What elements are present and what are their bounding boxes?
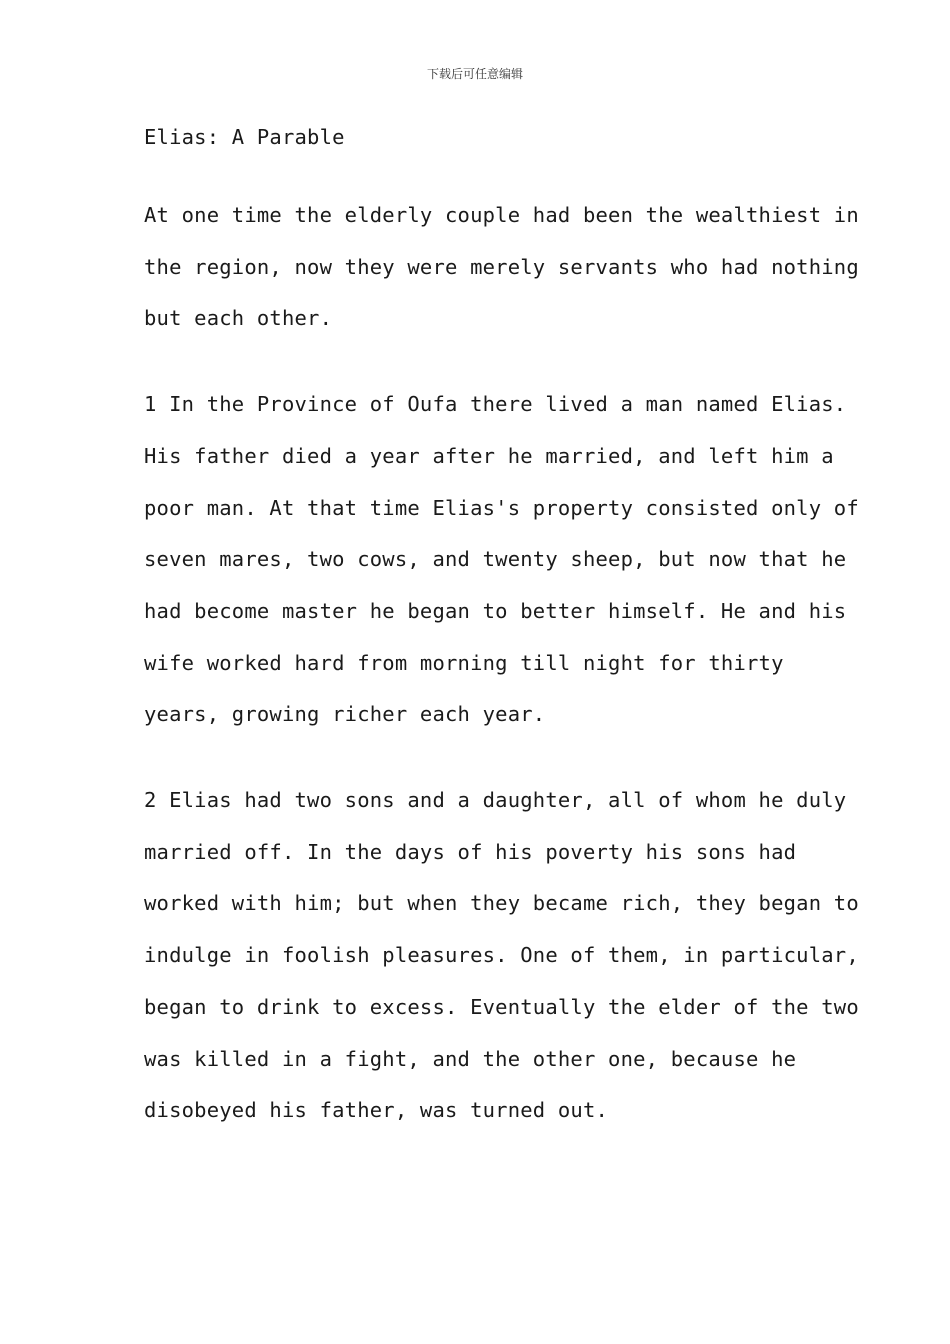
text-line: At one time the elderly couple had been the wealthiest in <box>144 203 859 227</box>
paragraph-intro <box>144 190 859 345</box>
text-line: poor man. At that time Elias's property consisted only of <box>144 495 859 520</box>
paragraph-2 <box>144 775 859 1137</box>
text-line: indulge in foolish pleasures. One of them, in particular, <box>144 943 859 968</box>
text-line: had become master he began to better himself. He and his <box>144 598 847 623</box>
text-line: was killed in a fight, and the other one, because he <box>144 1046 797 1071</box>
text-line: but each other. <box>144 306 333 331</box>
text-line: the region, now they were merely servants who had nothing <box>144 254 859 279</box>
text-line: seven mares, two cows, and twenty sheep, but now that he <box>144 547 847 572</box>
text-line: married off. In the days of his poverty his sons had <box>144 839 797 864</box>
text-line: wife worked hard from morning till night for thirty <box>144 650 784 675</box>
text-line: 1 In the Province of Oufa there lived a man named Elias. <box>144 392 847 417</box>
text-line: began to drink to excess. Eventually the elder of the two <box>144 994 859 1019</box>
document-body <box>144 118 859 1137</box>
text-line: His father died a year after he married, and left him a <box>144 443 834 468</box>
text-line: disobeyed his father, was turned out. <box>144 1098 609 1123</box>
text-line: years, growing richer each year. <box>144 702 546 727</box>
document-title: Elias: A Parable <box>144 125 345 149</box>
header-note: 下载后可任意编辑 <box>426 67 523 81</box>
text-line: worked with him; but when they became rich, they began to <box>144 891 859 916</box>
text-line: 2 Elias had two sons and a daughter, all of whom he duly <box>144 788 847 813</box>
paragraph-1 <box>144 379 859 741</box>
